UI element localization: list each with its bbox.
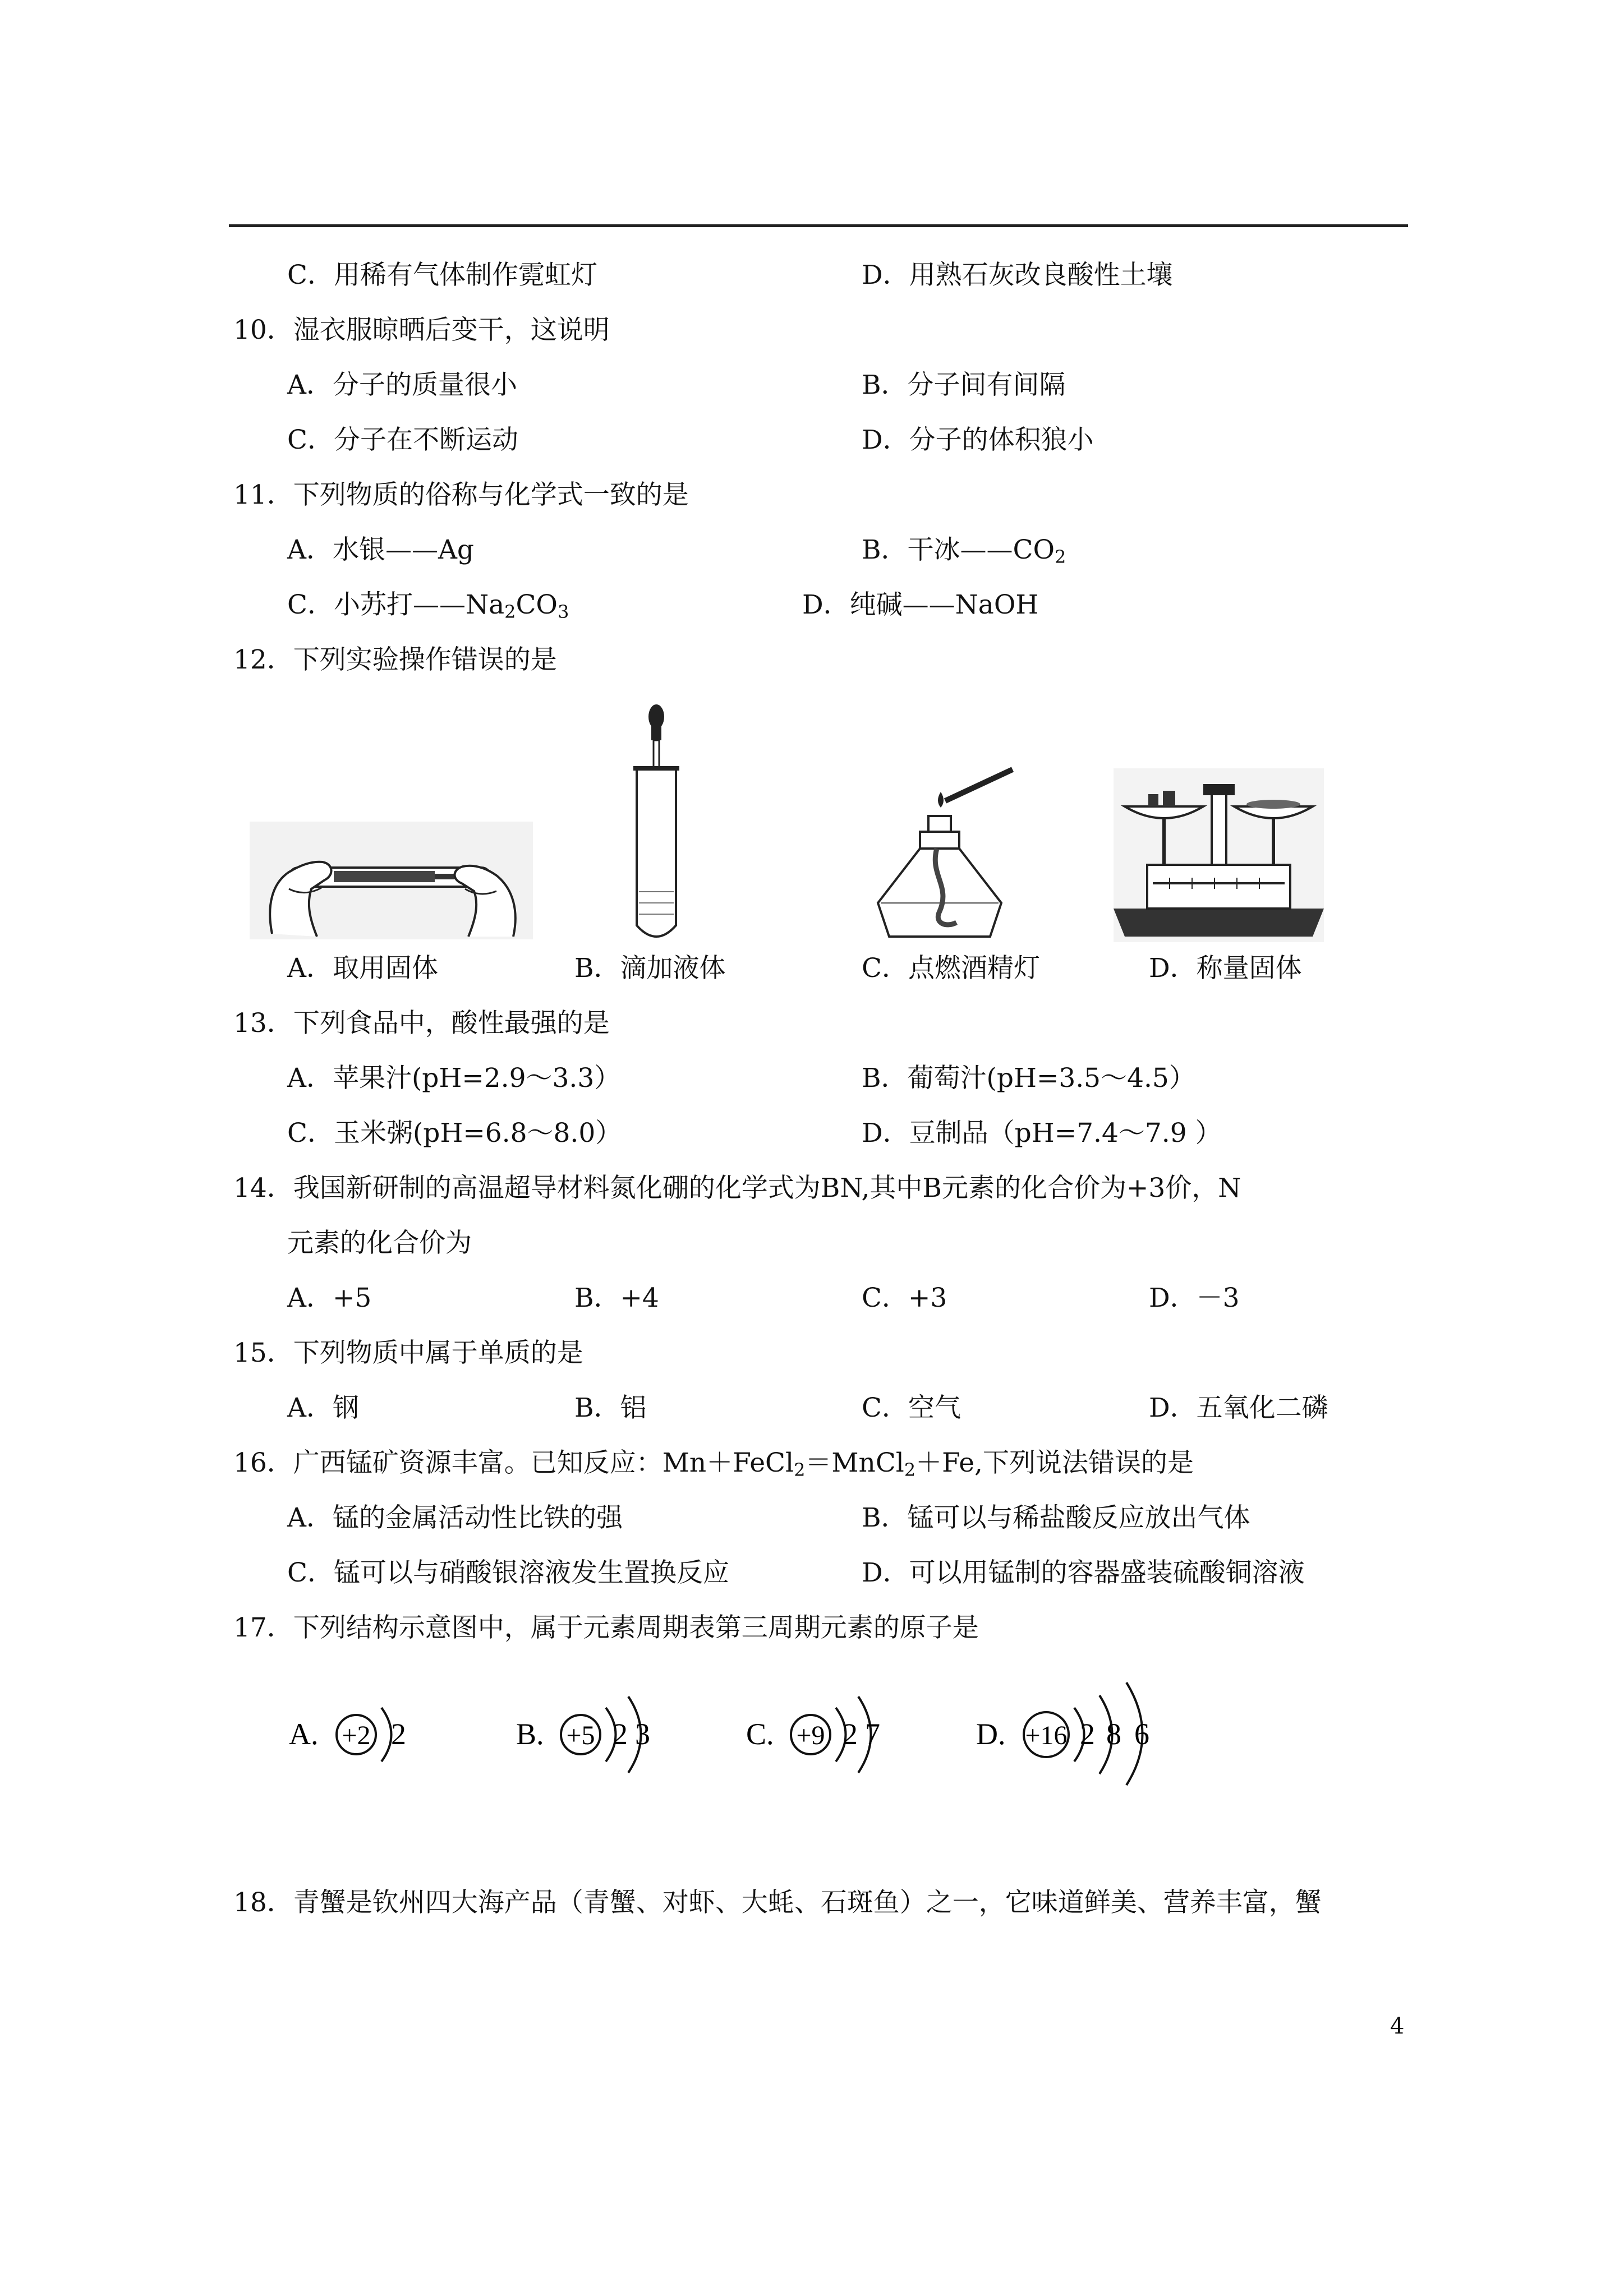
q10-option-b: B．分子间有间隔 [862,370,1066,400]
q15-option-b: B．铝 [574,1393,647,1423]
figure-taking-solid [250,822,533,939]
q13-option-c: C．玉米粥(pH=6.8～8.0） [287,1118,622,1149]
atom-diagram-d [976,1680,1189,1786]
q15-option-a: A．钢 [287,1393,359,1423]
q14-option-d: D．－3 [1149,1283,1240,1313]
atom-d-shell-2: 8 [1106,1717,1121,1751]
atom-c-letter: C. [746,1717,774,1751]
q14-stem-line2: 元素的化合价为 [287,1228,472,1258]
atom-diagram-c [746,1691,898,1775]
q10-stem: 10．湿衣服晾晒后变干，这说明 [233,315,610,345]
q16-stem: 16．广西锰矿资源丰富。已知反应：Mn＋FeCl$_2$＝MnCl$_2$＋Fe,下列说法错误的是 [233,1447,1194,1481]
header-rule [229,224,1408,227]
q12-option-b: B．滴加液体 [574,953,726,984]
figure-dropping-liquid [625,701,687,942]
q16-option-d: D．可以用锰制的容器盛装硫酸铜溶液 [862,1557,1305,1588]
q9-option-c: C．用稀有气体制作霓虹灯 [287,260,597,291]
q9-option-d: D．用熟石灰改良酸性土壤 [862,260,1173,291]
q16-option-b: B．锰可以与稀盐酸反应放出气体 [862,1502,1250,1533]
figure-lighting-alcohol-lamp [867,768,1018,942]
atom-diagram-b [516,1691,668,1775]
atom-d-shell-1: 2 [1080,1717,1095,1751]
q13-stem: 13．下列食品中，酸性最强的是 [233,1008,610,1039]
atom-c-nucleus: +9 [796,1721,825,1750]
q12-option-c: C．点燃酒精灯 [862,953,1040,984]
q14-option-a: A．+5 [287,1283,372,1313]
q18-stem: 18．青蟹是钦州四大海产品（青蟹、对虾、大蚝、石斑鱼）之一，它味道鲜美、营养丰富，蟹 [233,1887,1322,1918]
atom-b-shell-2: 3 [635,1717,650,1751]
page-number: 4 [1390,2013,1405,2039]
q11-option-a: A．水银——Ag [287,534,474,565]
q11-option-d: D．纯碱——NaOH [802,589,1039,620]
atom-b-shell-1: 2 [613,1717,628,1751]
figure-weighing-solid [1114,768,1324,942]
atom-d-letter: D. [976,1717,1006,1751]
q14-option-b: B．+4 [574,1283,659,1313]
atom-a-shell-1: 2 [391,1717,406,1751]
q10-option-a: A．分子的质量很小 [287,370,517,400]
q13-option-d: D．豆制品（pH=7.4～7.9 ） [862,1118,1222,1149]
atom-a-letter: A. [289,1717,319,1751]
q14-option-c: C．+3 [862,1283,947,1313]
q17-stem: 17．下列结构示意图中，属于元素周期表第三周期元素的原子是 [233,1612,979,1643]
q10-option-c: C．分子在不断运动 [287,425,518,455]
q11-option-c: C．小苏打$——Na_2CO_3$ [287,589,569,623]
atom-diagram-a [289,1691,412,1775]
q15-stem: 15．下列物质中属于单质的是 [233,1338,583,1368]
atom-b-letter: B. [516,1717,544,1751]
atom-d-nucleus: +16 [1025,1721,1068,1750]
atom-d-shell-3: 6 [1134,1717,1149,1751]
q11-stem: 11．下列物质的俗称与化学式一致的是 [233,480,689,510]
atom-c-shell-1: 2 [843,1717,858,1751]
q13-option-a: A．苹果汁(pH=2.9～3.3） [287,1063,621,1094]
q12-stem: 12．下列实验操作错误的是 [233,644,557,675]
q15-option-c: C．空气 [862,1393,961,1423]
q13-option-b: B．葡萄汁(pH=3.5～4.5） [862,1063,1195,1094]
q15-option-d: D．五氧化二磷 [1149,1393,1328,1423]
atom-c-shell-2: 7 [865,1717,880,1751]
q12-option-a: A．取用固体 [287,953,438,984]
q14-stem-line1: 14．我国新研制的高温超导材料氮化硼的化学式为BN,其中B元素的化合价为+3价，N [233,1173,1241,1204]
q16-option-a: A．锰的金属活动性比铁的强 [287,1502,623,1533]
q10-option-d: D．分子的体积狼小 [862,425,1094,455]
q11-option-b: B．干冰$——CO_2$ [862,534,1066,568]
atom-b-nucleus: +5 [566,1721,595,1750]
atom-a-nucleus: +2 [342,1721,371,1750]
q16-option-c: C．锰可以与硝酸银溶液发生置换反应 [287,1557,729,1588]
q12-option-d: D．称量固体 [1149,953,1302,984]
